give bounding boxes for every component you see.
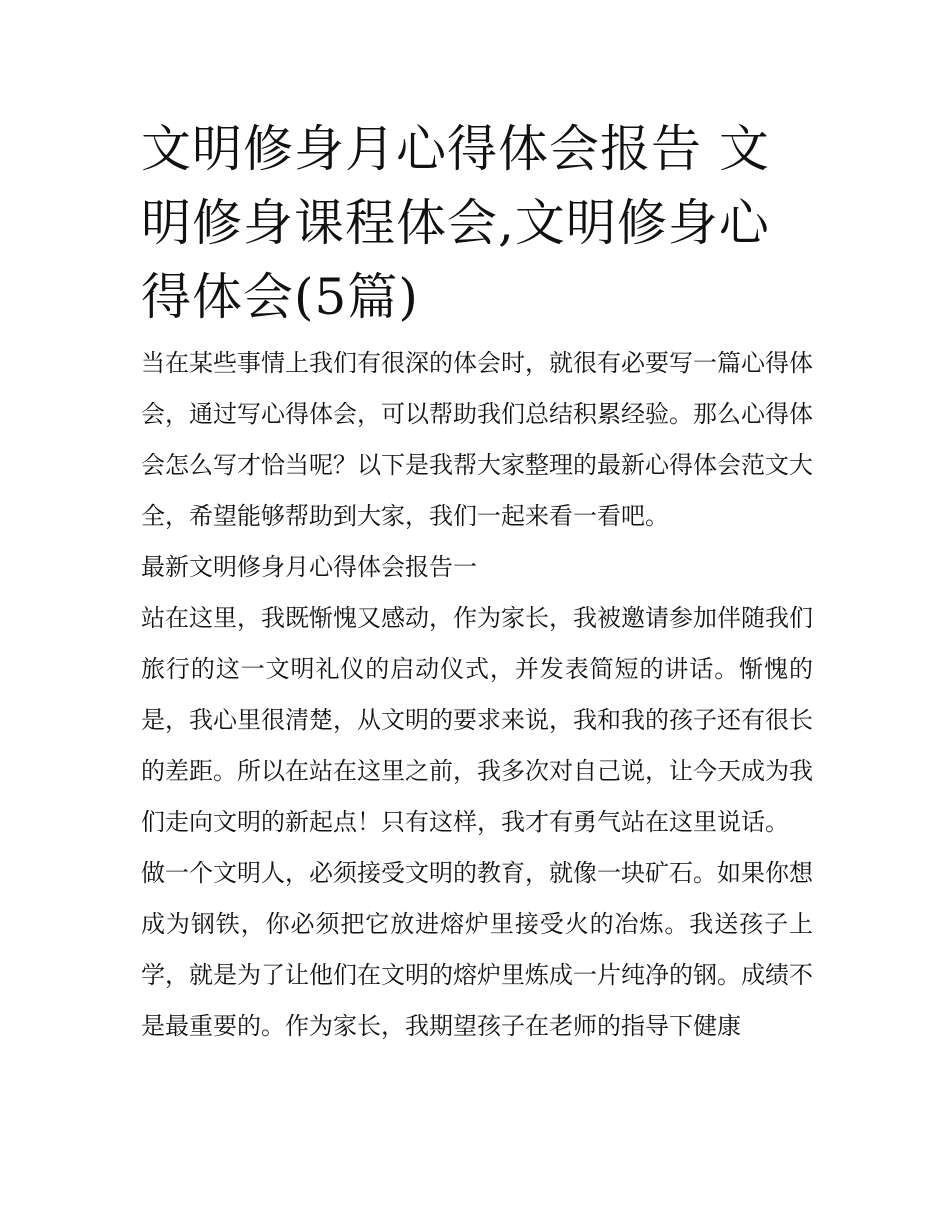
body-paragraph: 站在这里，我既惭愧又感动，作为家长，我被邀请参加伴随我们旅行的这一文明礼仪的启动仪式，并发表简短的讲话。惭愧的是，我心里很清楚，从文明的要求来说，我和我的孩子还有很长的差距。所以在站在这里之前，我多次对自己说，让今天成为我们走向文明的新起点！只有这样，我才有勇气站在这里说话。	[141, 604, 813, 836]
section-heading: 最新文明修身月心得体会报告一	[141, 553, 477, 581]
document-content	[141, 112, 813, 1052]
document-body	[141, 338, 813, 1052]
body-paragraph: 做一个文明人，必须接受文明的教育，就像一块矿石。如果你想成为钢铁，你必须把它放进熔炉里接受火的冶炼。我送孩子上学，就是为了让他们在文明的熔炉里炼成一片纯净的钢。成绩不是最重要的。作为家长，我期望孩子在老师的指导下健康	[141, 859, 813, 1040]
document-title: 文明修身月心得体会报告 文明修身课程体会,文明修身心得体会(5篇)	[141, 120, 770, 326]
intro-paragraph: 当在某些事情上我们有很深的体会时，就很有必要写一篇心得体会，通过写心得体会，可以帮助我们总结积累经验。那么心得体会怎么写才恰当呢？以下是我帮大家整理的最新心得体会范文大全，希望能够帮助到大家，我们一起来看一看吧。	[141, 349, 813, 530]
